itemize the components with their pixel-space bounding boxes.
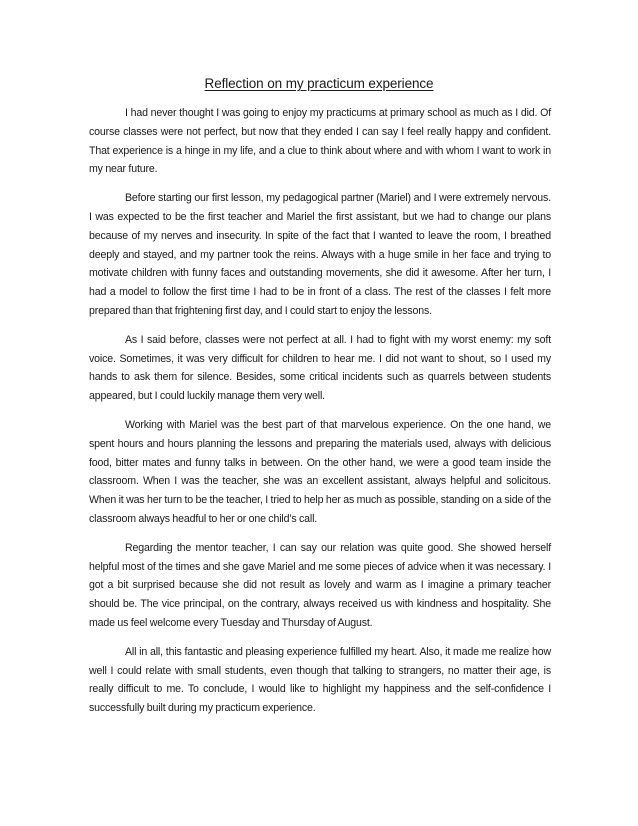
document-title: Reflection on my practicum experience	[204, 76, 434, 91]
paragraph-6: All in all, this fantastic and pleasing experience fulfilled my heart. Also, it made me realize how well I could relate with small students, even though that talking to strangers, no matter their age, is really difficult to me. To conclude, I would like to highlight my happiness and the self-confidence I successfully built during my practicum experience.	[89, 645, 551, 715]
paragraph-5: Regarding the mentor teacher, I can say our relation was quite good. She showed herself helpful most of the times and she gave Mariel and me some pieces of advice when it was necessary. I got a bit surprised because she did not result as lovely and warm as I imagine a primary teacher should be. The vice principal, on the contrary, always received us with kindness and hospitality. She made us feel welcome every Tuesday and Thursday of August.	[89, 541, 551, 629]
paragraph-3: As I said before, classes were not perfect at all. I had to fight with my worst enemy: my soft voice. Sometimes, it was very difficult for children to hear me. I did not want to shout, so I used my hands to ask them for silence. Besides, some critical incidents such as quarrels between students appeared, but I could luckily manage them very well.	[89, 333, 551, 403]
paragraph-4: Working with Mariel was the best part of that marvelous experience. On the one hand, we spent hours and hours planning the lessons and preparing the materials used, always with delicious food, bitter mates and funny talks in between. On the other hand, we were a good team inside the classroom. When I was the teacher, she was an excellent assistant, always helpful and solicitous. When it was her turn to be the teacher, I tried to help her as much as possible, standing on a side of the classroom always headful to her or one child’s call.	[89, 418, 551, 525]
paragraph-1: I had never thought I was going to enjoy my practicums at primary school as much as I did. Of course classes were not perfect, but now that they ended I can say I feel really happy and confident. That experience is a hinge in my life, and a clue to think about where and with whom I want to work in my near future.	[89, 107, 551, 176]
document-body	[89, 104, 551, 728]
paragraph-2: Before starting our first lesson, my pedagogical partner (Mariel) and I were extremely nervous. I was expected to be the first teacher and Mariel the first assistant, but we had to change our plans because of my nerves and insecurity. In spite of the fact that I wanted to leave the room, I breathed deeply and stayed, and my partner took the reins. Always with a huge smile in her face and trying to motivate children with funny faces and outstanding movements, she did it awesome. After her turn, I had a model to follow the first time I had to be in front of a class. The rest of the classes I felt more prepared than that frightening first day, and I could start to enjoy the lessons.	[89, 192, 551, 317]
